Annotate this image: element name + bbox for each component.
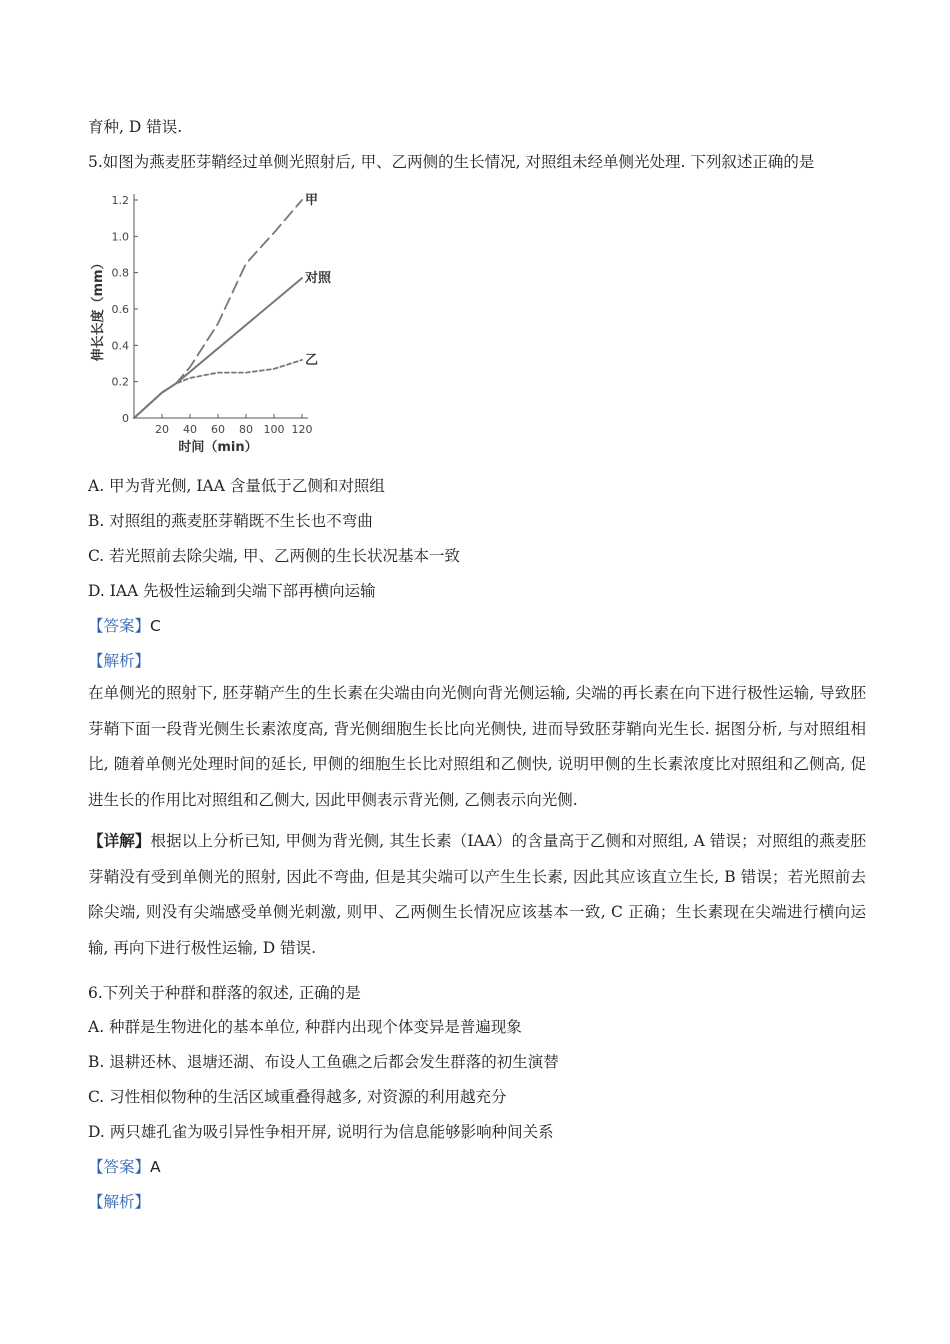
growth-chart (88, 188, 338, 458)
y-tick-label: 0.6 (111, 303, 129, 316)
answer-value: C (150, 617, 161, 635)
q6-answer-line (88, 1157, 161, 1177)
analysis-tag-label: 【解析】 (88, 652, 151, 670)
answer-tag: 【答案】 (88, 617, 151, 635)
q6-answer-value: A (150, 1158, 161, 1176)
detail-tag: 【详解】 (88, 831, 151, 850)
option-d: D. IAA 先极性运输到尖端下部再横向运输 (88, 582, 376, 600)
x-axis-label: 时间（min） (178, 440, 258, 455)
q6-option-b: B. 退耕还林、退塘还湖、布设人工鱼礁之后都会发生群落的初生演替 (88, 1053, 559, 1071)
y-tick-label: 1.0 (111, 230, 129, 244)
x-tick-label: 100 (263, 423, 285, 436)
y-tick-label: 0.8 (111, 266, 129, 280)
y-tick-label: 0.4 (111, 339, 129, 353)
answer-line (88, 616, 161, 636)
analysis-tag (88, 651, 150, 671)
x-tick-label: 80 (239, 423, 253, 436)
analysis-paragraph: 在单侧光的照射下, 胚芽鞘产生的生长素在尖端由向光侧向背光侧运输, 尖端的再长素在向下进行极性运输, 导致胚芽鞘下面一段背光侧生长素浓度高, 背光侧细胞生长比向光侧快, 进而导致胚芽鞘向光生长. 据图分析, 与对照组相比, 随着单侧光处理时间的延长, 甲侧的细胞生长比对照组和乙侧快, 说明甲侧的生长素浓度比对照组和乙侧高, 促进生长的作用比对照组和乙侧大, 因此甲侧表示背光侧, 乙侧表示向光侧. (88, 684, 866, 809)
series-line-dotted (134, 360, 302, 418)
detail-paragraph (88, 823, 866, 966)
series-line-dashed (134, 200, 302, 418)
q6-option-d: D. 两只雄孔雀为吸引异性争相开屏, 说明行为信息能够影响种间关系 (88, 1123, 554, 1141)
option-b: B. 对照组的燕麦胚芽鞘既不生长也不弯曲 (88, 512, 373, 530)
q6-option-a: A. 种群是生物进化的基本单位, 种群内出现个体变异是普遍现象 (88, 1018, 522, 1036)
series-label: 乙 (305, 352, 319, 368)
series-label: 对照 (305, 271, 332, 287)
q6-analysis-tag-label: 【解析】 (88, 1193, 151, 1211)
y-tick-label: 0 (122, 412, 129, 425)
q6-answer-tag: 【答案】 (88, 1158, 151, 1176)
y-tick-label: 0.2 (111, 375, 129, 389)
series-label: 甲 (305, 193, 319, 208)
x-tick-label: 40 (183, 423, 197, 436)
y-axis-label: 伸长长度（mm） (91, 256, 106, 362)
option-a: A. 甲为背光侧, IAA 含量低于乙侧和对照组 (88, 477, 385, 495)
series-line-solid (134, 278, 302, 418)
text-line: 育种, D 错误. (88, 118, 183, 136)
y-tick-label: 1.2 (111, 194, 129, 207)
detail-text: 根据以上分析已知, 甲侧为背光侧, 其生长素（IAA）的含量高于乙侧和对照组, A 错误；对照组的燕麦胚芽鞘没有受到单侧光的照射, 因此不弯曲, 但是其尖端可以产生生长素, 因此其应该直立生长, B 错误；若光照前去除尖端, 则没有尖端感受单侧光刺激, 则甲、乙两侧生长情况应该基本一致, C 正确；生长素现在尖端进行横向运输, 再向下进行极性运输, D 错误. (88, 832, 866, 957)
q6-analysis-tag (88, 1192, 150, 1212)
x-tick-label: 20 (155, 423, 169, 436)
question-6-stem: 6.下列关于种群和群落的叙述, 正确的是 (88, 984, 361, 1002)
x-tick-label: 60 (211, 423, 225, 436)
x-tick-label: 120 (291, 423, 313, 436)
chart-svg (88, 188, 338, 458)
q6-option-c: C. 习性相似物种的生活区域重叠得越多, 对资源的利用越充分 (88, 1088, 507, 1106)
question-5-stem: 5.如图为燕麦胚芽鞘经过单侧光照射后, 甲、乙两侧的生长情况, 对照组未经单侧光处理. 下列叙述正确的是 (88, 153, 815, 171)
option-c: C. 若光照前去除尖端, 甲、乙两侧的生长状况基本一致 (88, 547, 461, 565)
